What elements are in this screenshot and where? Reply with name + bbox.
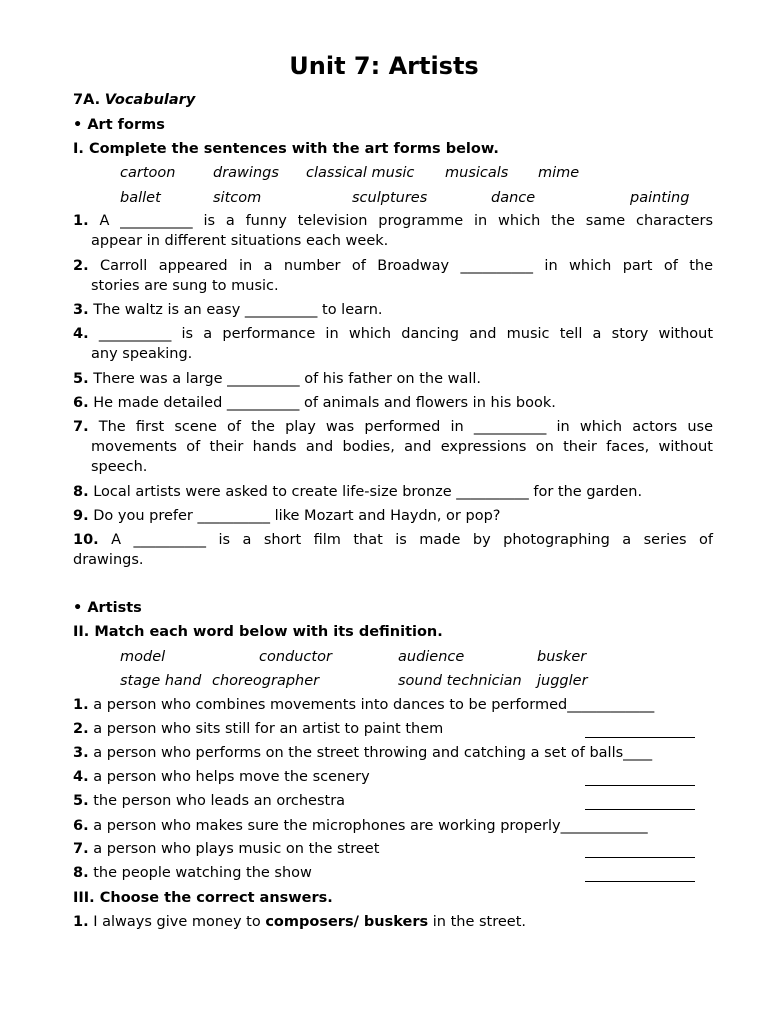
word-bank-item: sound technician: [398, 673, 522, 689]
word-bank-item: juggler: [537, 673, 588, 689]
word-bank-item: classical music: [306, 165, 415, 181]
question-1: 1. A __________ is a funny television programme in which the same characters: [73, 213, 714, 229]
definition-6: 6. a person who makes sure the microphones are working properly____________: [73, 818, 648, 834]
question-1-continued: appear in different situations each week.: [91, 233, 389, 249]
answer-blank[interactable]: [585, 881, 695, 882]
question-2-continued: stories are sung to music.: [91, 278, 279, 294]
section-heading: [73, 90, 195, 110]
definition-1: 1. a person who combines movements into dances to be performed____________: [73, 697, 655, 713]
word-bank-item: sculptures: [352, 190, 428, 206]
section-number: 7A.: [73, 92, 101, 108]
word-bank-item: drawings: [213, 165, 279, 181]
word-bank-item: stage hand: [120, 673, 202, 689]
word-bank-item: dance: [491, 190, 536, 206]
question-6: 6. He made detailed __________ of animals and flowers in his book.: [73, 395, 556, 411]
question-7: 7. The first scene of the play was performed in __________ in which actors use: [73, 419, 713, 435]
answer-blank[interactable]: [585, 737, 695, 738]
word-bank-item: painting: [630, 190, 690, 206]
answer-choices[interactable]: composers/ buskers: [265, 914, 429, 930]
question-10-continued: drawings.: [73, 552, 144, 568]
page-title: Unit 7: Artists: [289, 52, 479, 80]
word-bank-item: sitcom: [213, 190, 262, 206]
word-bank-item: busker: [537, 649, 587, 665]
word-bank-item: musicals: [445, 165, 509, 181]
word-bank-item: mime: [538, 165, 580, 181]
choice-question-1: 1. I always give money to composers/ buskers in the street.: [73, 914, 527, 930]
answer-blank[interactable]: [585, 809, 695, 810]
question-4: 4. __________ is a performance in which dancing and music tell a story without: [73, 326, 713, 342]
question-10: 10. A __________ is a short film that is made by photographing a series of: [73, 532, 714, 548]
definition-7: 7. a person who plays music on the street: [73, 841, 380, 857]
art-forms-heading: • Art forms: [73, 117, 165, 133]
definition-4: 4. a person who helps move the scenery: [73, 769, 370, 785]
exercise-2-heading: II. Match each word below with its definition.: [73, 624, 443, 640]
question-2: 2. Carroll appeared in a number of Broadway __________ in which part of the: [73, 258, 714, 274]
section-name: Vocabulary: [104, 92, 196, 108]
question-3: 3. The waltz is an easy __________ to learn.: [73, 302, 383, 318]
question-8: 8. Local artists were asked to create life-size bronze __________ for the garden.: [73, 484, 643, 500]
word-bank-item: cartoon: [120, 165, 176, 181]
exercise-1-heading: I. Complete the sentences with the art forms below.: [73, 141, 499, 157]
definition-5: 5. the person who leads an orchestra: [73, 793, 346, 809]
question-9: 9. Do you prefer __________ like Mozart and Haydn, or pop?: [73, 508, 501, 524]
artists-heading: • Artists: [73, 600, 142, 616]
answer-blank[interactable]: [585, 785, 695, 786]
definition-2: 2. a person who sits still for an artist to paint them: [73, 721, 444, 737]
word-bank-item: conductor: [259, 649, 332, 665]
definition-8: 8. the people watching the show: [73, 865, 312, 881]
word-bank-item: ballet: [120, 190, 161, 206]
question-7-continued: movements of their hands and bodies, and expressions on their faces, without: [91, 439, 713, 455]
answer-blank[interactable]: [585, 857, 695, 858]
question-7-continued: speech.: [91, 459, 148, 475]
word-bank-item: audience: [398, 649, 465, 665]
question-4-continued: any speaking.: [91, 346, 193, 362]
definition-3: 3. a person who performs on the street throwing and catching a set of balls____: [73, 745, 653, 761]
exercise-3-heading: III. Choose the correct answers.: [73, 890, 333, 906]
question-5: 5. There was a large __________ of his father on the wall.: [73, 371, 482, 387]
word-bank-item: choreographer: [212, 673, 320, 689]
word-bank-item: model: [120, 649, 166, 665]
